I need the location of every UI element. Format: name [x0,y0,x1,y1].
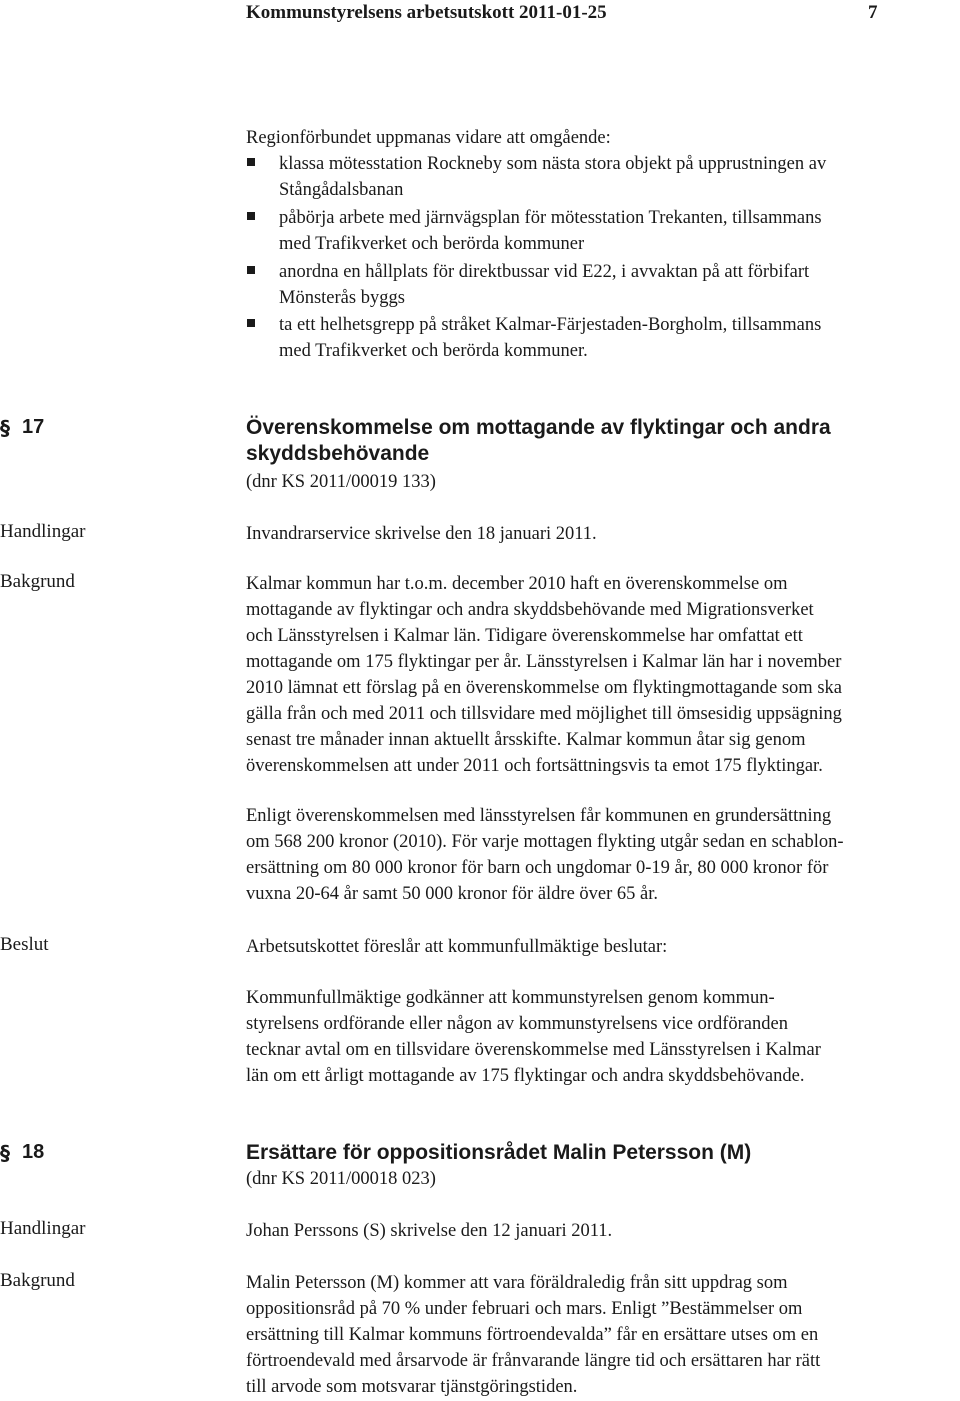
text-line: och Länsstyrelsen i Kalmar län. Tidigare överenskommelse har omfattat ett [246,626,803,646]
text-line: till arvode som motsvarar tjänstgöringstiden. [246,1377,578,1397]
text-line: Kalmar kommun har t.o.m. december 2010 haft en överenskommelse om [246,574,788,594]
bullet-text: anordna en hållplats för direktbussar vid E22, i avvaktan på att förbifart [279,262,810,282]
text-line: mottagande av flyktingar och andra skyddsbehövande med Migrationsverket [246,600,814,620]
text-line: styrelsens ordförande eller någon av kommunstyrelsens vice ordföranden [246,1014,788,1034]
text-line: senast tre månader innan aktuellt årsskifte. Kalmar kommun åtar sig genom [246,730,806,750]
bullet-text: ta ett helhetsgrepp på stråket Kalmar-Färjestaden-Borgholm, tillsammans [279,315,822,335]
text-line: län om ett årligt mottagande av 175 flyktingar och andra skyddsbehövande. [246,1066,805,1086]
section-number: 18 [22,1141,45,1163]
bullet-text: med Trafikverket och berörda kommuner. [279,341,588,361]
bullet-icon [247,212,255,220]
bullet-text: med Trafikverket och berörda kommuner [279,234,585,254]
text-line: 2010 lämnat ett förslag på en överenskommelse om flyktingmottagande som ska [246,678,842,698]
section-title: Överenskommelse om mottagande av flyktingar och andra [246,416,831,439]
page-number: 7 [868,2,878,23]
bullet-icon [247,266,255,274]
section-mark: § [0,1141,10,1165]
section-dnr: (dnr KS 2011/00019 133) [246,472,436,492]
text-line: överenskommelsen att under 2011 och fortsättningsvis ta emot 175 flyktingar. [246,756,823,776]
handlingar-text: Johan Perssons (S) skrivelse den 12 januari 2011. [246,1221,613,1241]
section-title: Ersättare för oppositionsrådet Malin Petersson (M) [246,1141,752,1164]
text-line: Kommunfullmäktige godkänner att kommunstyrelsen genom kommun- [246,988,775,1008]
text-line: förtroendevald med årsarvode är frånvarande längre tid och ersättaren har rätt [246,1351,821,1371]
text-line: ersättning om 80 000 kronor för barn och ungdomar 0-19 år, 80 000 kronor för [246,858,829,878]
text-line: Enligt överenskommelsen med länsstyrelsen får kommunen en grundersättning [246,806,832,826]
beslut-label: Beslut [0,934,49,955]
beslut-intro: Arbetsutskottet föreslår att kommunfullmäktige beslutar: [246,937,668,957]
section-mark: § [0,416,10,440]
section-dnr: (dnr KS 2011/00018 023) [246,1169,436,1189]
bakgrund-label: Bakgrund [0,1270,75,1291]
handlingar-text: Invandrarservice skrivelse den 18 januari 2011. [246,524,597,544]
bullet-text: Mönsterås byggs [279,288,405,308]
text-line: mottagande om 175 flyktingar per år. Länsstyrelsen i Kalmar län har i november [246,652,842,672]
bullet-text: påbörja arbete med järnvägsplan för mötesstation Trekanten, tillsammans [279,208,822,228]
page-header-title: Kommunstyrelsens arbetsutskott 2011-01-25 [246,2,607,23]
bullet-icon [247,319,255,327]
handlingar-label: Handlingar [0,1218,86,1239]
bullet-text: Stångådalsbanan [279,180,404,200]
section-title: skyddsbehövande [246,442,430,465]
text-line: gälla från och med 2011 och tillsvidare med möjlighet till ömsesidig uppsägning [246,704,842,724]
text-line: om 568 200 kronor (2010). För varje mottagen flykting utgår sedan en schablon- [246,832,844,852]
intro-lead: Regionförbundet uppmanas vidare att omgående: [246,128,611,148]
text-line: tecknar avtal om en tillsvidare överenskommelse med Länsstyrelsen i Kalmar [246,1040,821,1060]
bakgrund-label: Bakgrund [0,571,75,592]
text-line: ersättning till Kalmar kommuns förtroendevalda” får en ersättare utses om en [246,1325,819,1345]
section-number: 17 [22,416,45,438]
text-line: Malin Petersson (M) kommer att vara föräldraledig från sitt uppdrag som [246,1273,788,1293]
handlingar-label: Handlingar [0,521,86,542]
bullet-icon [247,158,255,166]
bullet-text: klassa mötesstation Rockneby som nästa stora objekt på upprustningen av [279,154,827,174]
text-line: oppositionsråd på 70 % under februari och mars. Enligt ”Bestämmelser om [246,1299,803,1319]
text-line: vuxna 20-64 år samt 50 000 kronor för äldre över 65 år. [246,884,659,904]
